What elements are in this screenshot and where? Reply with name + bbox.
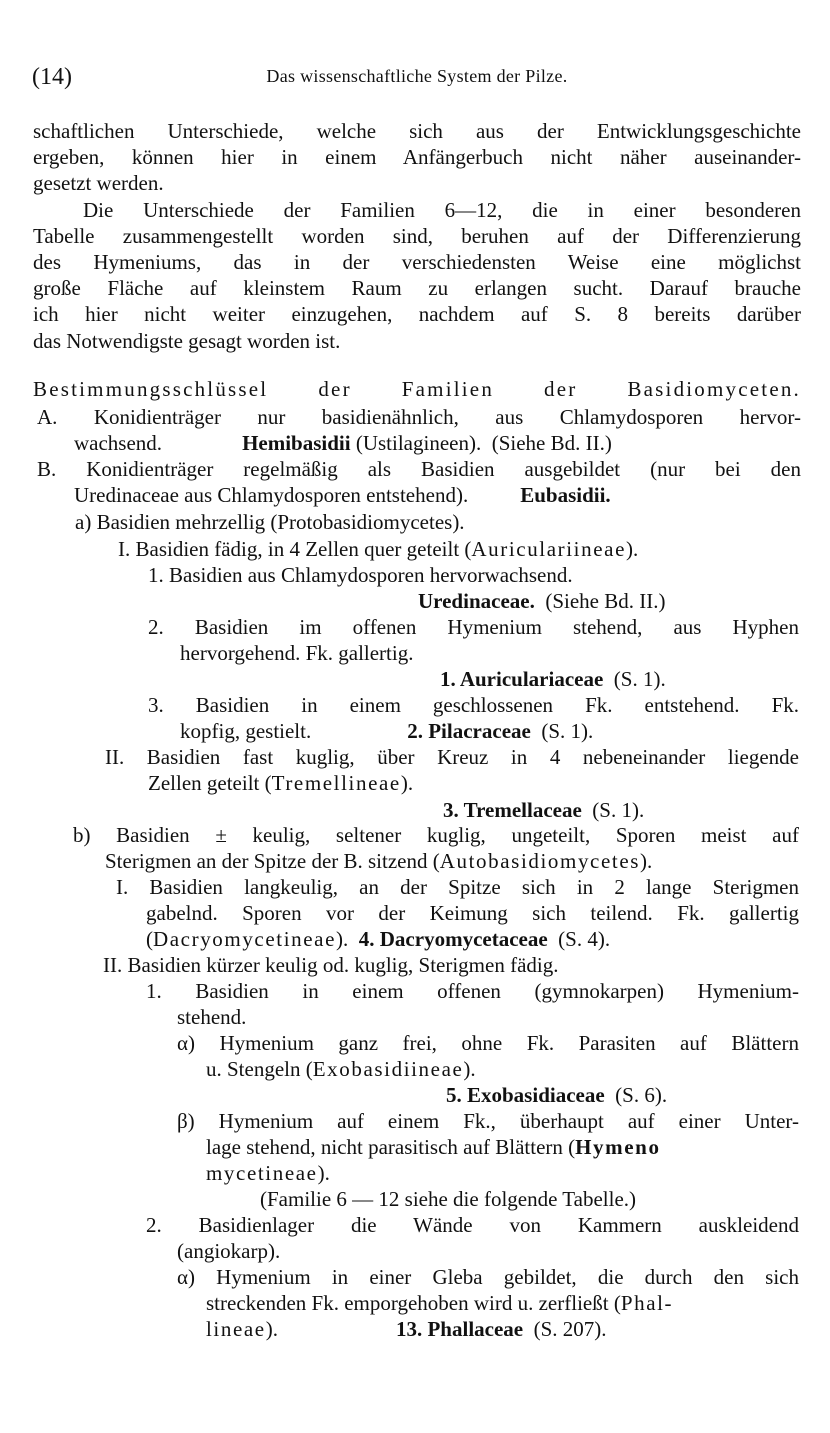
key-line: 1. Basidien aus Chlamydosporen hervorwachsend.	[148, 563, 573, 587]
intro-line: das Notwendigste gesagt worden ist.	[33, 329, 341, 353]
key-line: II. Basidien kürzer keulig od. kuglig, Sterigmen fädig.	[103, 953, 559, 977]
running-title: Das wissenschaftliche System der Pilze.	[266, 66, 568, 86]
key-line: 2. Basidienlager die Wände von Kammern auskleidend	[146, 1213, 799, 1237]
key-line: 1. Auriculariaceae (S. 1).	[440, 667, 666, 691]
key-line: I. Basidien langkeulig, an der Spitze sich in 2 lange Sterigmen	[116, 875, 799, 899]
key-line: B. Konidienträger regelmäßig als Basidien ausgebildet (nur bei den	[37, 457, 801, 481]
key-line: (Familie 6 — 12 siehe die folgende Tabelle.)	[260, 1187, 637, 1211]
intro-line: große Fläche auf kleinstem Raum zu erlangen sucht. Darauf brauche	[33, 276, 801, 300]
intro-line: gesetzt werden.	[33, 171, 164, 195]
key-line: (Dacryomycetineae). 4. Dacryomycetaceae (S. 4).	[146, 927, 611, 951]
key-line: α) Hymenium ganz frei, ohne Fk. Parasiten auf Blättern	[177, 1031, 799, 1055]
key-line: u. Stengeln (Exobasidiineae).	[206, 1057, 476, 1081]
key-line: α) Hymenium in einer Gleba gebildet, die durch den sich	[177, 1265, 799, 1289]
key-line: a) Basidien mehrzellig (Protobasidiomycetes).	[75, 510, 465, 534]
key-line: I. Basidien fädig, in 4 Zellen quer geteilt (Auriculariineae).	[118, 537, 639, 561]
key-line: 5. Exobasidiaceae (S. 6).	[446, 1083, 668, 1107]
key-line: kopfig, gestielt. 2. Pilacraceae (S. 1).	[180, 719, 594, 743]
intro-line: ergeben, können hier in einem Anfängerbuch nicht näher auseinander-	[33, 145, 801, 169]
key-line: (angiokarp).	[177, 1239, 281, 1263]
page-header	[32, 64, 802, 96]
key-line: 1. Basidien in einem offenen (gymnokarpen) Hymenium-	[146, 979, 799, 1003]
key-line: Zellen geteilt (Tremellineae).	[148, 771, 414, 795]
key-line: gabelnd. Sporen vor der Keimung sich teilend. Fk. gallertig	[146, 901, 799, 925]
key-line: II. Basidien fast kuglig, über Kreuz in 4 nebeneinander liegende	[105, 745, 799, 769]
key-line: b) Basidien ± keulig, seltener kuglig, ungeteilt, Sporen meist auf	[73, 823, 799, 847]
key-line: β) Hymenium auf einem Fk., überhaupt auf einer Unter-	[177, 1109, 799, 1133]
intro-line: Tabelle zusammengestellt worden sind, beruhen auf der Differenzierung	[33, 224, 801, 248]
key-line: hervorgehend. Fk. gallertig.	[180, 641, 414, 665]
page-number: (14)	[32, 64, 72, 90]
key-line: lineae). 13. Phallaceae (S. 207).	[206, 1317, 607, 1341]
key-line: mycetineae).	[206, 1161, 330, 1185]
intro-line: des Hymeniums, das in der verschiedensten Weise eine möglichst	[33, 250, 801, 274]
key-line: streckenden Fk. emporgehoben wird u. zerfließt (Phal-	[206, 1291, 674, 1315]
key-line: Sterigmen an der Spitze der B. sitzend (Autobasidiomycetes).	[105, 849, 653, 873]
key-line: 2. Basidien im offenen Hymenium stehend, aus Hyphen	[148, 615, 799, 639]
key-line: 3. Tremellaceae (S. 1).	[443, 798, 645, 822]
intro-line: Die Unterschiede der Familien 6—12, die in einer besonderen	[83, 198, 801, 222]
intro-line: ich hier nicht weiter einzugehen, nachdem auf S. 8 bereits darüber	[33, 302, 801, 326]
key-line: 3. Basidien in einem geschlossenen Fk. entstehend. Fk.	[148, 693, 799, 717]
key-line: Uredinaceae. (Siehe Bd. II.)	[418, 589, 666, 613]
intro-line: schaftlichen Unterschiede, welche sich aus der Entwicklungsgeschichte	[33, 119, 801, 143]
key-line: stehend.	[177, 1005, 247, 1029]
key-title: Bestimmungsschlüssel der Familien der Basidiomyceten.	[33, 377, 801, 401]
key-line: A. Konidienträger nur basidienähnlich, aus Chlamydosporen hervor-	[37, 405, 801, 429]
key-line: Uredinaceae aus Chlamydosporen entstehend). Eubasidii.	[74, 483, 611, 507]
key-line: wachsend. Hemibasidii (Ustilagineen). (Siehe Bd. II.)	[74, 431, 612, 455]
key-line: lage stehend, nicht parasitisch auf Blättern (Hymeno	[206, 1135, 661, 1159]
